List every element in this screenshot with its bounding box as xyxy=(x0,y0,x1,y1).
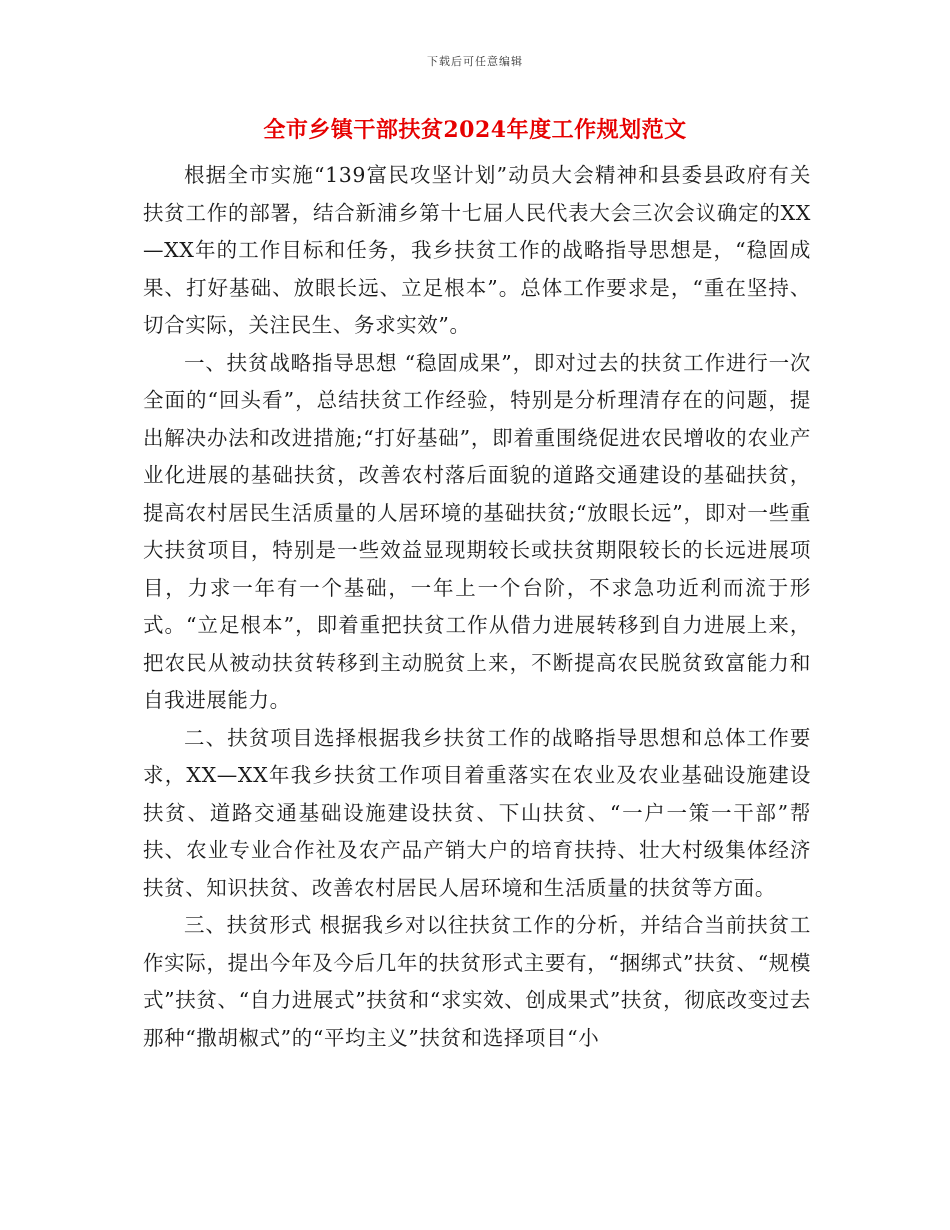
header-note: 下载后可任意编辑 xyxy=(427,55,523,68)
document-body xyxy=(143,157,811,1057)
paragraph-intro: 根据全市实施“139富民攻坚计划”动员大会精神和县委县政府有关扶贫工作的部署，结合新浦乡第十七届人民代表大会三次会议确定的XX—XX年的工作目标和任务，我乡扶贫工作的战略指导思想是，“稳固成果、打好基础、放眼长远、立足根本”。总体工作要求是，“重在坚持、切合实际，关注民生、务求实效”。 xyxy=(143,163,811,337)
paragraph-section-1: 一、扶贫战略指导思想 “稳固成果”，即对过去的扶贫工作进行一次全面的“回头看”，总结扶贫工作经验，特别是分析理清存在的问题，提出解决办法和改进措施;“打好基础”，即着重围绕促进农民增收的农业产业化进展的基础扶贫，改善农村落后面貌的道路交通建设的基础扶贫，提高农村居民生活质量的人居环境的基础扶贫;“放眼长远”，即对一些重大扶贫项目，特别是一些效益显现期较长或扶贫期限较长的长远进展项目，力求一年有一个基础，一年上一个台阶，不求急功近利而流于形式。“立足根本”，即着重把扶贫工作从借力进展转移到自力进展上来，把农民从被动扶贫转移到主动脱贫上来，不断提高农民脱贫致富能力和自我进展能力。 xyxy=(143,350,811,712)
document-title: 全市乡镇干部扶贫2024年度工作规划范文 xyxy=(263,117,687,143)
paragraph-section-3: 三、扶贫形式 根据我乡对以往扶贫工作的分析，并结合当前扶贫工作实际，提出今年及今后几年的扶贫形式主要有，“捆绑式”扶贫、“规模式”扶贫、“自力进展式”扶贫和“求实效、创成果式”扶贫，彻底改变过去那种“撒胡椒式”的“平均主义”扶贫和选择项目“小 xyxy=(143,913,811,1050)
paragraph-section-2: 二、扶贫项目选择根据我乡扶贫工作的战略指导思想和总体工作要求，XX—XX年我乡扶贫工作项目着重落实在农业及农业基础设施建设扶贫、道路交通基础设施建设扶贫、下山扶贫、“一户一策一干部”帮扶、农业专业合作社及农产品产销大户的培育扶持、壮大村级集体经济扶贫、知识扶贫、改善农村居民人居环境和生活质量的扶贫等方面。 xyxy=(143,725,811,900)
